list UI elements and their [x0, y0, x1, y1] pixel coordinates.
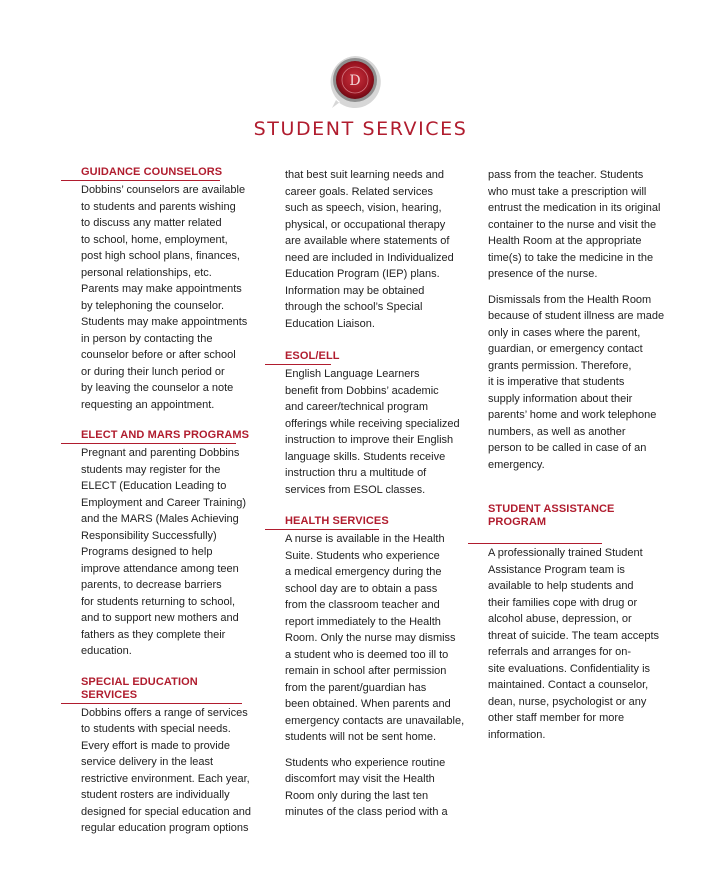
- column-3: [488, 167, 673, 743]
- logo-letter: D: [349, 73, 361, 89]
- section-body: English Language Learners benefit from Dobbins’ academic and career/technical program offerings while receiving specialized instruction to improve their English language skills. Students receive instruction thru a multitude of services from ESOL classes.: [285, 368, 460, 496]
- section-heading: STUDENT ASSISTANCE PROGRAM: [488, 490, 673, 542]
- page-title: STUDENT SERVICES: [253, 118, 468, 140]
- esol-ell-section: [285, 350, 465, 498]
- section-heading: ESOL/ELL: [285, 350, 465, 363]
- section-body-paragraph-2: Dismissals from the Health Room because of student illness are made only in cases where the parent, guardian, or emergency contact grants permission. Therefore, it is imperative that students supply information about their parents’ home and work telephone numbers, as well as another person to be called in case of an emergency.: [488, 293, 665, 471]
- health-services-section: [285, 515, 465, 821]
- section-body: Pregnant and parenting Dobbins students may register for the ELECT (Education Leading to Employment and Career Training) and the MARS (Males Achieving Responsibility Successfully) Programs designed to help improve attendance among teen parents, to decrease barriers for students returning to school, and to support new mothers and fathers as they complete their education.: [81, 447, 247, 657]
- student-assistance-section: [488, 490, 673, 743]
- heading-rule: [61, 703, 242, 704]
- section-heading: HEALTH SERVICES: [285, 515, 465, 528]
- heading-rule: [468, 543, 602, 544]
- column-1: [81, 166, 257, 837]
- heading-rule: [61, 443, 236, 444]
- section-body: A professionally trained Student Assistance Program team is available to help students and their families cope with drug or alcohol abuse, depression, or threat of suicide. The team accepts referrals and arranges for on- site evaluations. Confidentiality is maintained. Contact a counselor, dean, nurse, psychologist or any other staff member for more information.: [488, 547, 659, 741]
- section-body: Dobbins’ counselors are available to students and parents wishing to discuss any matter related to school, home, employment, post high school plans, finances, personal relationships, etc. Parents may make appointments by telephoning the counselor. Students may make appointments in person by contacting the counselor before or after school or during their lunch period or by leaving the counselor a note requesting an appointment.: [81, 184, 248, 411]
- heading-rule: [61, 180, 220, 181]
- section-body-paragraph-2: Students who experience routine discomfort may visit the Health Room only during the last ten minutes of the class period with a: [285, 756, 448, 818]
- column-2: [285, 167, 465, 821]
- elect-mars-section: [81, 429, 257, 660]
- section-heading: SPECIAL EDUCATION SERVICES: [81, 676, 257, 702]
- section-heading: ELECT AND MARS PROGRAMS: [81, 429, 257, 442]
- special-education-section: [81, 676, 257, 837]
- section-body: A nurse is available in the Health Suite. Students who experience a medical emergency during the school day are to obtain a pass from the classroom teacher and report immediately to the Health Room. Only the nurse may dismiss a student who is deemed too ill to remain in school after permission from the parent/guardian has been obtained. When parents and emergency contacts are unavailable, students will not be sent home.: [285, 533, 465, 743]
- heading-rule: [265, 529, 379, 530]
- section-heading: GUIDANCE COUNSELORS: [81, 166, 257, 179]
- heading-rule: [265, 364, 331, 365]
- section-body-continued: pass from the teacher. Students who must take a prescription will entrust the medication in its original container to the nurse and visit the Health Room at the appropriate time(s) to take the medicine in the presence of the nurse.: [488, 169, 661, 280]
- section-body: Dobbins offers a range of services to students with special needs. Every effort is made to provide service delivery in the least restrictive environment. Each year, student rosters are individually designed for special education and regular education program options: [81, 706, 252, 834]
- school-logo: [326, 54, 384, 110]
- section-body-continued: that best suit learning needs and career goals. Related services such as speech, vision, hearing, physical, or occupational therapy are available where statements of need are included in Individualized Education Program (IEP) plans. Information may be obtained through the school’s Special Education Liaison.: [285, 169, 454, 330]
- guidance-counselors-section: [81, 166, 257, 413]
